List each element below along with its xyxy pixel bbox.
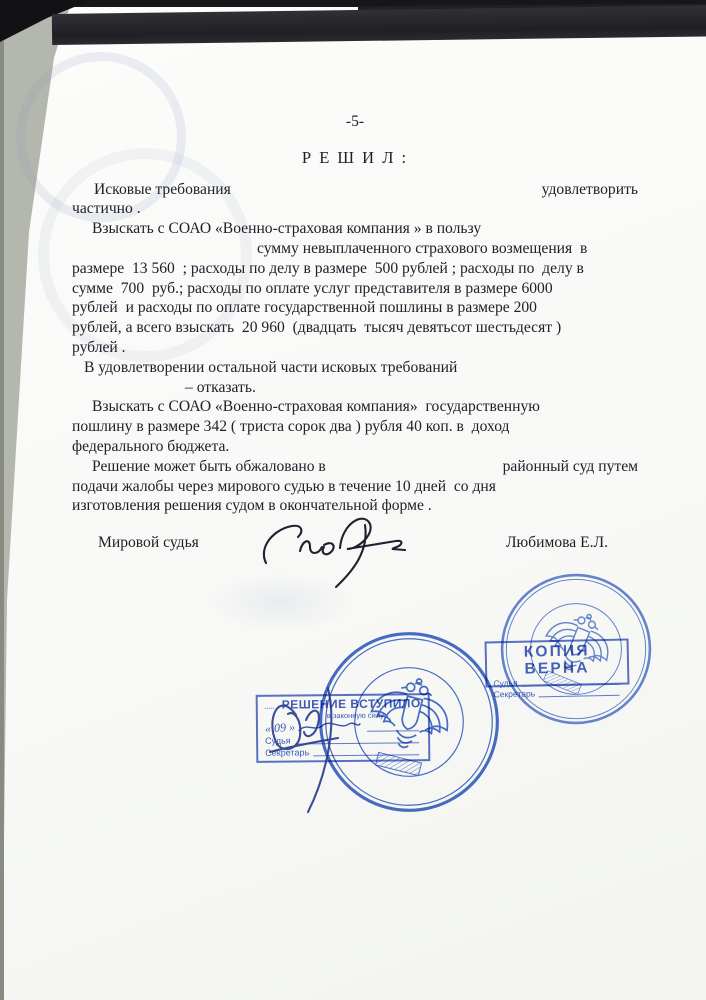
decision-lines	[72, 180, 638, 517]
judge-signature	[252, 505, 420, 597]
document-line: частично .	[72, 200, 141, 218]
line-left: Решение может быть обжаловано в	[92, 457, 326, 475]
signer-name: Любимова Е.Л.	[505, 534, 608, 552]
document-line: федерального бюджета.	[72, 437, 230, 455]
scan-left-edge	[0, 0, 4, 1000]
line-right: удовлетворить	[541, 180, 638, 198]
line-right: районный суд путем	[502, 457, 638, 475]
signer-role: Мировой судья	[98, 534, 199, 552]
document-line: изготовления решения судом в окончательной форме .	[72, 497, 432, 515]
decision-text	[72, 112, 638, 553]
effective-stamp-subtitle: в законную силу	[326, 710, 384, 721]
signature-line	[539, 695, 620, 698]
document-line: сумму невыплаченного страхового возмещения в	[257, 239, 588, 257]
document-line: – отказать.	[185, 378, 256, 396]
copy-certified-stamp	[485, 638, 630, 700]
secretary-label: Секретарь	[265, 747, 310, 758]
document-line	[94, 180, 638, 200]
document-line: пошлину в размере 342 ( триста сорок два ) рубля 40 коп. в доход	[72, 418, 510, 436]
effective-stamp-title: РЕШЕНИЕ ВСТУПИЛО	[281, 696, 421, 712]
date-line	[367, 730, 419, 732]
document-line: Взыскать с СОАО «Военно-страховая компания» государственную	[92, 398, 540, 416]
secretary-label: Секретарь	[493, 688, 536, 700]
document-line: В удовлетворении остальной части исковых требований	[84, 358, 458, 376]
document-line: подачи жалобы через мирового судью в течение 10 дней со дня	[72, 477, 496, 495]
document-line: размере 13 560 ; расходы по делу в размере 500 рублей ; расходы по делу в	[72, 259, 584, 277]
document-line: Взыскать с СОАО «Военно-страховая компания » в пользу	[92, 220, 482, 238]
document-line	[92, 457, 638, 477]
handwritten-day: « 09 »	[264, 719, 296, 736]
document-line: рублей, а всего взыскать 20 960 (двадцать тысяч девятьсот шестьдесят )	[72, 319, 562, 337]
page-number: -5-	[345, 113, 365, 130]
copy-stamp-title: КОПИЯ ВЕРНА	[523, 642, 590, 678]
judge-label: Судья	[265, 735, 291, 746]
line-left: Исковые требования	[94, 180, 231, 198]
document-line: рублей и расходы по оплате государственной пошлины в размере 200	[72, 299, 537, 317]
judge-label: Судья	[493, 677, 518, 689]
document-line: сумме 700 руб.; расходы по оплате услуг представителя в размере 6000	[72, 279, 553, 297]
stamp-signature	[258, 680, 358, 818]
document-line: рублей .	[72, 338, 126, 356]
decision-heading: Р Е Ш И Л :	[301, 147, 409, 167]
